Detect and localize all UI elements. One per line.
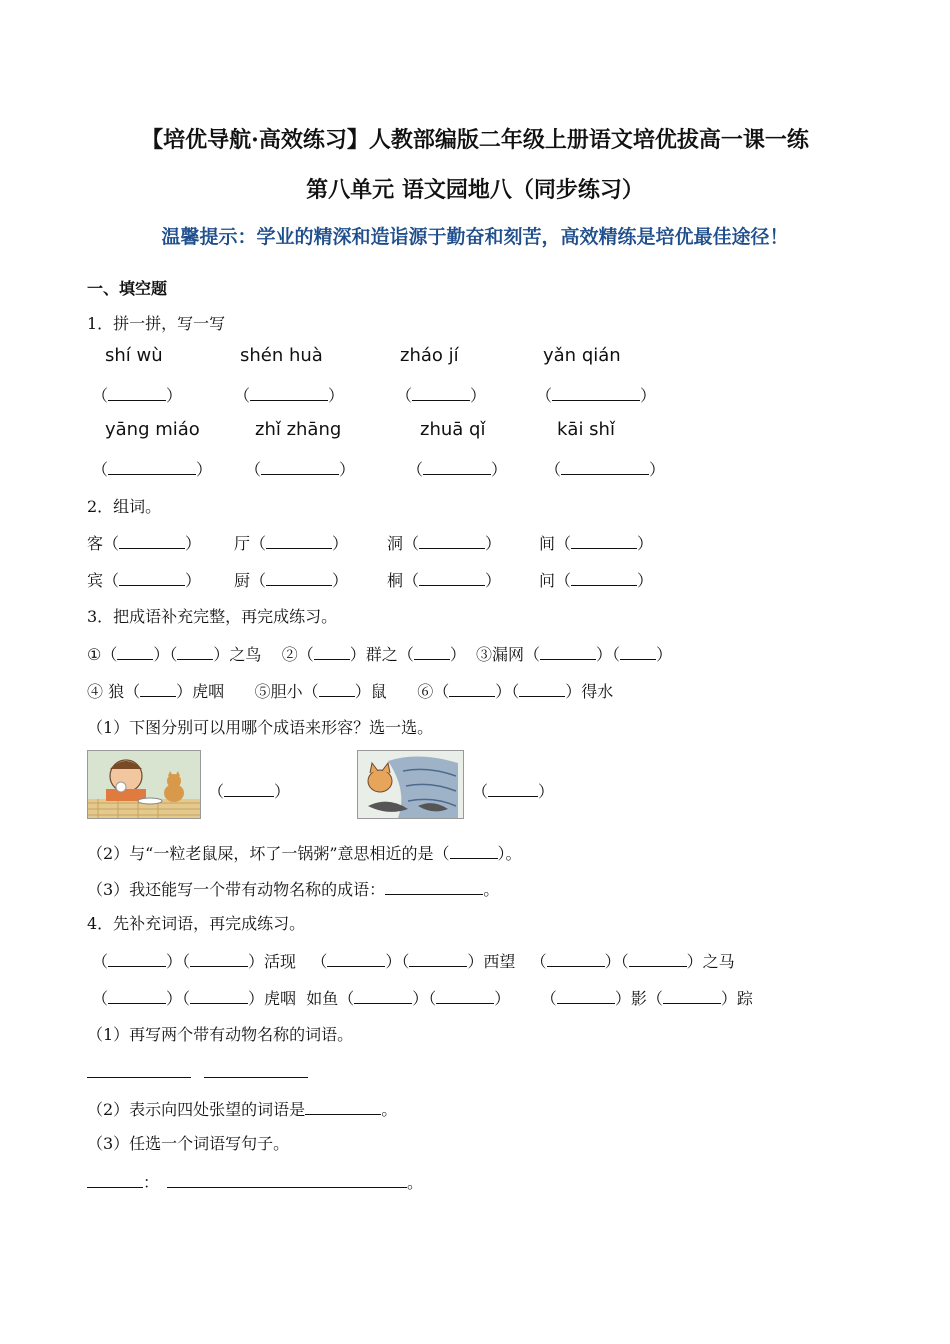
cartoon-boy-eating-image [87,750,201,819]
cartoon-cat-fish-image [357,750,464,819]
word-group-item[interactable]: 问（ ） [539,567,653,591]
phrase-text: 之马 [702,952,735,971]
idiom-text: ④ 狼 [87,682,125,701]
q1-stem: 1．拼一拼，写一写 [87,314,226,333]
word-group-item[interactable]: 桐（ ） [387,567,501,591]
answer-line[interactable] [87,1060,191,1078]
pinyin-8: kāi shǐ [557,419,615,440]
phrase-text: 如鱼 [306,989,339,1008]
answer-blank[interactable]: （ ） [92,382,182,406]
question-text: 。 [381,1100,398,1119]
q4-sub3: （3）任选一个词语写句子。 [87,1134,290,1153]
phrase-text: 活现 [264,952,297,971]
answer-blank[interactable]: （ ） [472,778,554,802]
q4-stem: 4．先补充词语，再完成练习。 [87,914,306,933]
phrase-line-1[interactable]: （ ）（ ）活现 （ ）（ ）西望 （ ）（ ）之马 [92,948,735,972]
character: 厨 [234,571,251,590]
idiom-text: ③漏网 [476,645,525,664]
character: 洞 [387,534,404,553]
word-group-item[interactable]: 客（ ） [87,530,201,554]
period: 。 [407,1173,424,1192]
character: 厅 [234,534,251,553]
phrase-text: 影 [630,989,647,1008]
character: 间 [539,534,556,553]
idiom-text: ⑤胆小 [254,682,303,701]
phrase-text: 虎咽 [264,989,297,1008]
answer-line[interactable] [204,1060,308,1078]
pinyin-2: shén huà [240,345,323,366]
phrase-text: 踪 [736,989,753,1008]
question-text: （3）我还能写一个带有动物名称的成语： [87,880,386,899]
document-title: 【培优导航·高效练习】人教部编版二年级上册语文培优拔高一课一练 [141,127,809,153]
question-text: 。 [483,880,500,899]
character: 宾 [87,571,104,590]
idiom-text: 得水 [581,682,614,701]
pinyin-3: zháo jí [400,345,459,366]
section-heading: 一、填空题 [87,279,168,298]
idiom-line-1[interactable]: ①（ ）（ ）之鸟 ②（ ）群之（ ） ③漏网（ ）（ ） [87,641,672,665]
idiom-text: 虎咽 [192,682,225,701]
character: 客 [87,534,104,553]
pinyin-5: yāng miáo [105,419,200,440]
answer-blank[interactable]: （ ） [536,382,656,406]
idiom-number: ② [281,645,298,664]
q3-sub2[interactable] [87,840,522,864]
character: 桐 [387,571,404,590]
document-subtitle: 第八单元 语文园地八（同步练习） [306,177,644,203]
answer-blank[interactable]: （ ） [234,382,344,406]
phrase-text: 西望 [483,952,516,971]
tip-text: 温馨提示：学业的精深和造诣源于勤奋和刻苦，高效精练是培优最佳途径！ [161,226,789,248]
answer-blank[interactable]: （ ） [407,456,507,480]
question-text: ）。 [497,844,522,863]
word-group-item[interactable]: 厨（ ） [234,567,348,591]
idiom-number: ① [87,645,102,664]
word-group-item[interactable]: 宾（ ） [87,567,201,591]
word-group-item[interactable]: 间（ ） [539,530,653,554]
answer-blank[interactable]: （ ） [545,456,665,480]
question-text: （2）与“一粒老鼠屎，坏了一锅粥”意思相近的是（ [87,844,450,863]
answer-blank[interactable]: （ ） [92,456,212,480]
q4-sub1: （1）再写两个带有动物名称的词语。 [87,1025,354,1044]
phrase-line-2[interactable]: （ ）（ ）虎咽 如鱼（ ）（ ） （ ）影（ ）踪 [92,985,753,1009]
idiom-number: ⑥ [417,682,434,701]
character: 问 [539,571,556,590]
answer-blank[interactable]: （ ） [245,456,355,480]
word-group-item[interactable]: 洞（ ） [387,530,501,554]
pinyin-7: zhuā qǐ [420,419,486,440]
word-group-item[interactable]: 厅（ ） [234,530,348,554]
q2-stem: 2．组词。 [87,497,162,516]
idiom-text: 之鸟 [229,645,262,664]
pinyin-6: zhǐ zhāng [255,419,342,440]
q4-sub2[interactable] [87,1096,397,1120]
question-text: （2）表示向四处张望的词语是 [87,1100,306,1119]
pinyin-1: shí wù [105,345,163,366]
answer-blank[interactable]: （ ） [208,778,290,802]
idiom-text: 群之 [365,645,398,664]
q3-sub1: （1）下图分别可以用哪个成语来形容？选一选。 [87,718,434,737]
colon: ： [143,1173,160,1192]
q3-sub3[interactable] [87,876,499,900]
sentence-answer-line[interactable] [87,1169,423,1193]
idiom-text: 鼠 [370,682,387,701]
answer-blank[interactable]: （ ） [396,382,486,406]
idiom-line-2[interactable]: ④ 狼（ ）虎咽 ⑤胆小（ ）鼠 ⑥（ ）（ ）得水 [87,678,613,702]
pinyin-4: yǎn qián [543,345,621,366]
q3-stem: 3．把成语补充完整，再完成练习。 [87,607,338,626]
